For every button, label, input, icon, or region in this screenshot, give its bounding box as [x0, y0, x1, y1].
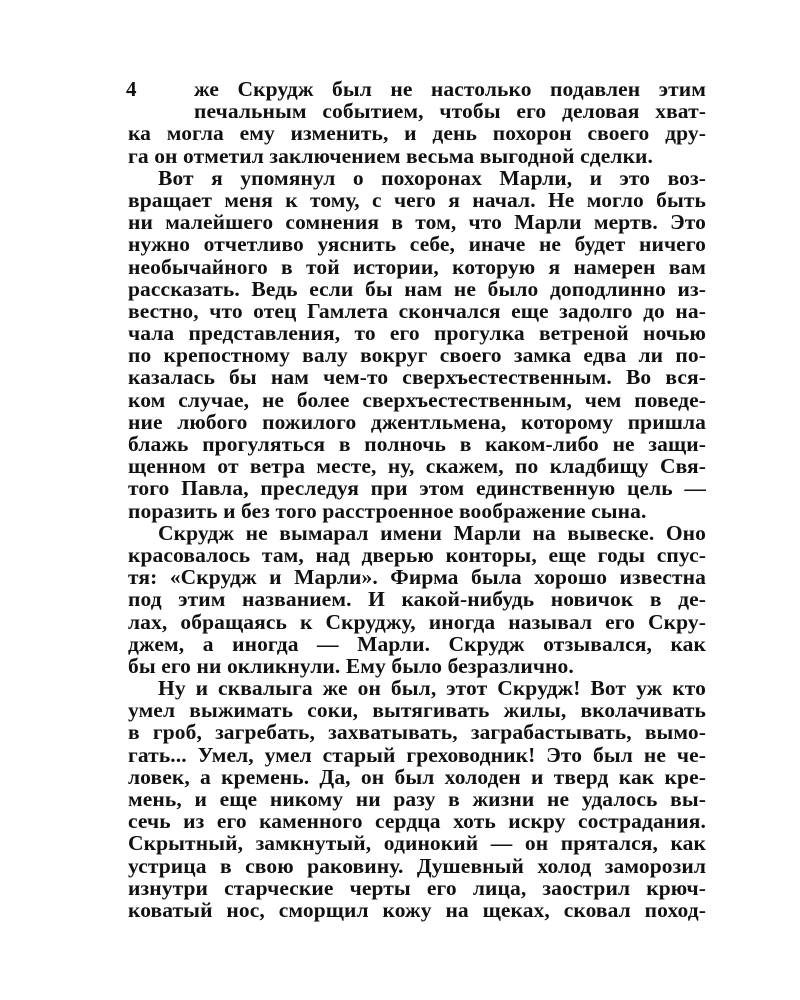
text-line: рассказать. Ведь если бы нам не было доподлинно из-: [128, 276, 706, 301]
text-line: лах, обращаясь к Скруджу, иногда называл его Скру-: [128, 609, 706, 634]
text-line: ка могла ему изменить, и день похорон своего дру-: [128, 121, 706, 146]
text-line: Скрытный, замкнутый, одинокий — он прятался, как: [128, 831, 706, 856]
text-line: под этим названием. И какой-нибудь новичок в де-: [128, 587, 706, 612]
text-line: мень, и еще никому ни разу в жизни не удалось вы-: [128, 787, 706, 811]
text-line: красовалось там, над дверью конторы, еще годы спус-: [128, 542, 706, 567]
text-line: же Скрудж был не настолько подавлен этим: [194, 77, 706, 101]
text-line: тя: «Скрудж и Марли». Фирма была хорошо известна: [128, 565, 706, 590]
text-line: коватый нос, сморщил кожу на щеках, сковал поход-: [128, 897, 706, 922]
text-line: га он отметил заключением весьма выгодной сделки.: [128, 143, 654, 168]
text-line: необычайного в той истории, которую я намерен вам: [128, 254, 706, 279]
text-line: ком случае, не более сверхъестественным, чем поведе-: [128, 387, 706, 412]
text-line: чала представления, то его прогулка ветреной ночью: [128, 321, 706, 346]
text-line: нужно отчетливо уяснить себе, иначе не будет ничего: [128, 232, 706, 257]
text-line: ние любого пожилого джентльмена, которому пришла: [128, 409, 706, 434]
text-line: блажь прогуляться в полночь в каком-либо не защи-: [128, 432, 706, 456]
text-line: печальным событием, чтобы его деловая хват-: [194, 99, 706, 124]
text-line: гать... Умел, умел старый греховодник! Это был не че-: [128, 742, 706, 767]
text-line: поразить и без того расстроенное воображение сына.: [128, 498, 647, 523]
text-line: казалась бы нам чем-то сверхъестественным. Во вся-: [128, 365, 706, 390]
text-line: по крепостному валу вокруг своего замка едва ли по-: [128, 343, 706, 368]
text-line: в гроб, загребать, захватывать, заграбастывать, вымо-: [128, 720, 706, 745]
text-line: ни малейшего сомнения в том, что Марли мертв. Это: [128, 210, 706, 235]
text-line: вращает меня к тому, с чего я начал. Не могло быть: [128, 187, 706, 212]
text-line: Вот я упомянул о похоронах Марли, и это воз-: [158, 165, 706, 190]
text-line: Ну и сквалыга же он был, этот Скрудж! Вот уж кто: [158, 676, 706, 701]
text-line: вестно, что отец Гамлета скончался еще задолго до на-: [128, 298, 706, 323]
page-text: [128, 78, 706, 921]
text-line: Скрудж не вымарал имени Марли на вывеске. Оно: [158, 520, 706, 545]
text-line: умел выжимать соки, вытягивать жилы, вколачивать: [128, 698, 706, 723]
text-line: устрица в свою раковину. Душевный холод заморозил: [128, 853, 706, 878]
text-line: изнутри старческие черты его лица, заострил крюч-: [128, 875, 706, 900]
text-line: щенном от ветра месте, ну, скажем, по кладбищу Свя-: [128, 454, 706, 479]
text-line: джем, а иногда — Марли. Скрудж отзывался, как: [128, 631, 706, 656]
text-line: ловек, а кремень. Да, он был холоден и тверд как кре-: [128, 764, 706, 789]
text-line: сечь из его каменного сердца хоть искру сострадания.: [128, 809, 706, 834]
page-number: 4: [126, 77, 137, 101]
text-line: того Павла, преследуя при этом единственную цель —: [128, 476, 706, 501]
text-line: бы его ни окликнули. Ему было безразлично.: [128, 653, 574, 678]
